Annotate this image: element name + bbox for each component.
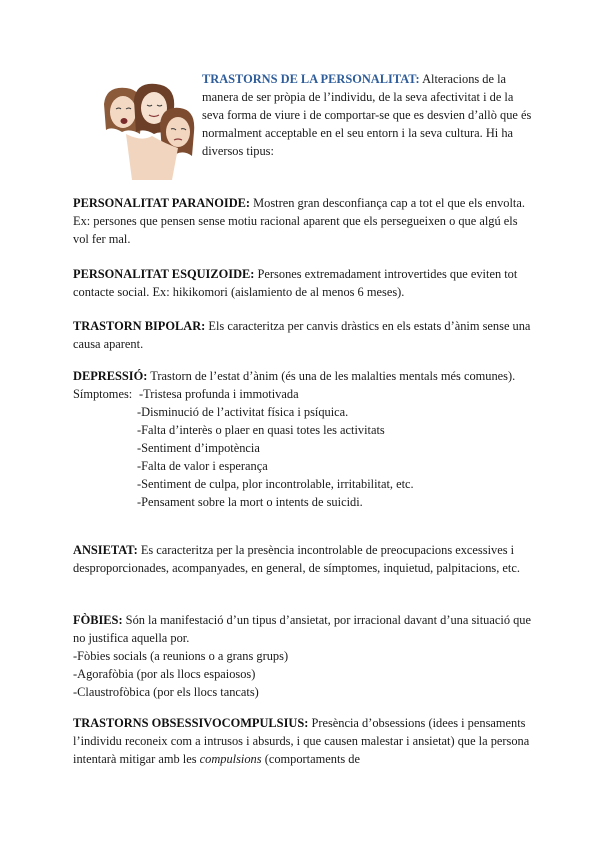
symptom-item: -Falta de valor i esperança xyxy=(137,459,268,473)
toc-title: TRASTORNS OBSESSIVOCOMPULSIUS: xyxy=(73,716,309,730)
bipolar-title: TRASTORN BIPOLAR: xyxy=(73,319,206,333)
section-ansietat xyxy=(73,541,533,577)
section-toc xyxy=(73,714,533,768)
symptom-item: -Disminució de l’activitat física i psíquica. xyxy=(137,405,349,419)
ansietat-text: Es caracteritza per la presència incontrolable de preocupacions excessives i desproporcionades, acompanyades, en general, de símptomes, inquietud, palpitacions, etc. xyxy=(73,543,520,575)
intro-title: TRASTORNS DE LA PERSONALITAT: xyxy=(202,72,420,86)
fobia-item: -Fòbies socials (a reunions o a grans grups) xyxy=(73,649,289,663)
three-faces-illustration xyxy=(86,82,198,180)
depressio-text: Trastorn de l’estat d’ànim (és una de les malalties mentals més comunes). xyxy=(147,369,516,383)
bipolar-text: Els caracteritza per canvis dràstics en els estats d’ànim sense una causa aparent. xyxy=(73,319,531,351)
fobies-text: Són la manifestació d’un tipus d’ansietat, por irracional davant d’una situació que no justifica aquella por. xyxy=(73,613,532,645)
fobies-title: FÒBIES: xyxy=(73,613,123,627)
section-paranoide xyxy=(73,194,533,248)
paranoide-text: Mostren gran desconfiança cap a tot el que els envolta. Ex: persones que pensen sense motiu racional aparent que els persegueixen o que algú els vol fer mal. xyxy=(73,196,525,246)
section-bipolar xyxy=(73,317,533,353)
symptoms-label: Símptomes: xyxy=(73,387,133,401)
fobia-item: -Agorafòbia (por als llocs espaiosos) xyxy=(73,667,256,681)
depressio-intro xyxy=(73,367,533,385)
ansietat-title: ANSIETAT: xyxy=(73,543,138,557)
esquizoide-text: Persones extremadament introvertides que eviten tot contacte social. Ex: hikikomori (aislamiento de al menos 6 meses). xyxy=(73,267,518,299)
symptom-item: -Pensament sobre la mort o intents de suicidi. xyxy=(137,495,363,509)
symptom-item: -Sentiment d’impotència xyxy=(137,441,260,455)
symptom-item: -Tristesa profunda i immotivada xyxy=(139,387,299,401)
section-esquizoide xyxy=(73,265,533,301)
esquizoide-title: PERSONALITAT ESQUIZOIDE: xyxy=(73,267,255,281)
intro-text: Alteracions de la manera de ser pròpia de l’individu, de la seva afectivitat i de la seva forma de viure i de comportar-se que es desvien d’allò que és normalment acceptable en el seu entorn i la seva cultura. Hi ha diversos tipus: xyxy=(202,72,532,158)
symptom-item: -Falta d’interès o plaer en quasi totes les activitats xyxy=(137,423,385,437)
fobies-intro xyxy=(73,611,533,647)
paranoide-title: PERSONALITAT PARANOIDE: xyxy=(73,196,251,210)
fobia-item: -Claustrofòbica (por els llocs tancats) xyxy=(73,685,259,699)
intro-paragraph xyxy=(202,70,532,160)
symptom-row xyxy=(73,385,533,403)
toc-text: Presència d’obsessions (idees i pensaments l’individu reconeix com a intrusos i absurds, i que causen malestar i ansietat) que la persona intentarà mitigar amb les xyxy=(73,716,530,766)
toc-emphasis: compulsions xyxy=(199,752,262,766)
depressio-title: DEPRESSIÓ: xyxy=(73,369,148,383)
section-fobies xyxy=(73,611,533,701)
symptom-item: -Sentiment de culpa, plor incontrolable, irritabilitat, etc. xyxy=(137,477,414,491)
section-depressio xyxy=(73,367,533,511)
toc-text-end: (comportaments de xyxy=(261,752,360,766)
